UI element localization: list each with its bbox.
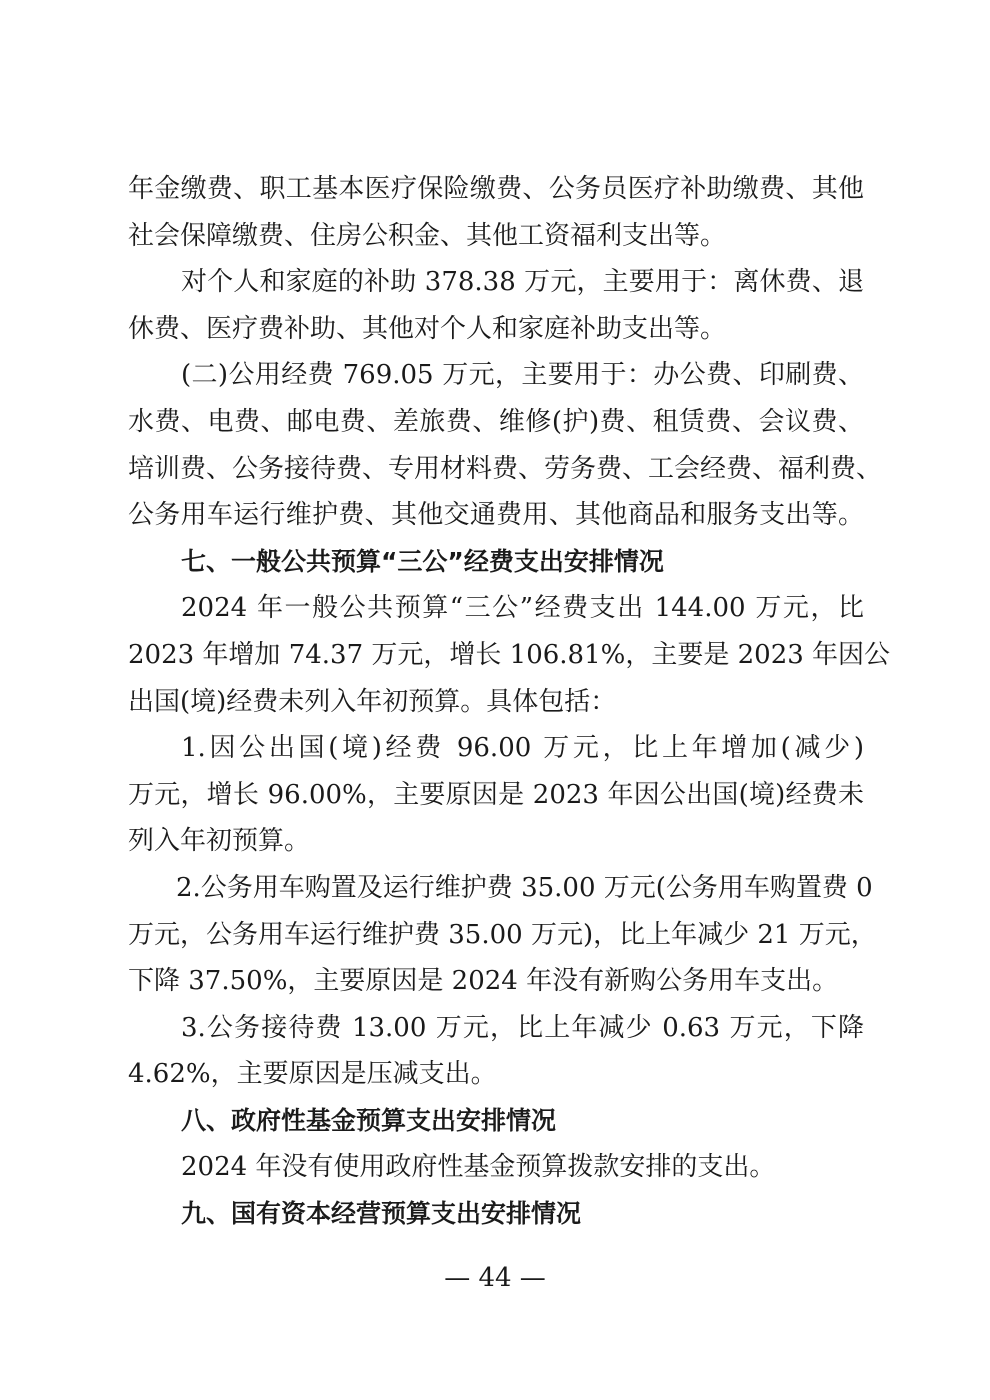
text-line: (二)公用经费 769.05 万元，主要用于：办公费、印刷费、 [181,360,864,391]
text-line: 下降 37.50%，主要原因是 2024 年没有新购公务用车支出。 [128,966,839,997]
text-line: 休费、医疗费补助、其他对个人和家庭补助支出等。 [128,313,727,344]
text-line: 出国(境)经费未列入年初预算。具体包括： [128,686,617,717]
text-line: 对个人和家庭的补助 378.38 万元，主要用于：离休费、退 [181,267,864,298]
text-line: 培训费、公务接待费、专用材料费、劳务费、工会经费、福利费、 [128,453,883,484]
text-line: 年金缴费、职工基本医疗保险缴费、公务员医疗补助缴费、其他 [128,174,864,204]
text-line: 2.公务用车购置及运行维护费 35.00 万元(公务用车购置费 0 [176,872,873,903]
text-line: 水费、电费、邮电费、差旅费、维修(护)费、租赁费、会议费、 [128,406,864,437]
text-line: 社会保障缴费、住房公积金、其他工资福利支出等。 [128,220,727,251]
text-line: 2024 年没有使用政府性基金预算拨款安排的支出。 [181,1152,776,1183]
section-heading: 八、政府性基金预算支出安排情况 [181,1105,557,1135]
text-line: 2024 年一般公共预算“三公”经费支出 144.00 万元，比 [181,593,864,624]
text-line: 万元，公务用车运行维护费 35.00 万元)，比上年减少 21 万元， [128,919,877,950]
text-line: 1.因公出国(境)经费 96.00 万元，比上年增加(减少) [181,733,864,764]
text-line: 列入年初预算。 [128,826,311,857]
text-line: 2023 年增加 74.37 万元，增长 106.81%，主要是 2023 年因公 [128,639,891,670]
text-line: 3.公务接待费 13.00 万元，比上年减少 0.63 万元，下降 [181,1012,864,1043]
section-heading: 九、国有资本经营预算支出安排情况 [181,1199,582,1229]
body-text [128,166,891,1238]
section-heading: 七、一般公共预算“三公”经费支出安排情况 [181,546,664,576]
text-line: 4.62%，主要原因是压减支出。 [128,1059,497,1090]
page-number: — 44 — [444,1263,546,1293]
text-line: 公务用车运行维护费、其他交通费用、其他商品和服务支出等。 [128,500,864,531]
text-line: 万元，增长 96.00%，主要原因是 2023 年因公出国(境)经费未 [128,779,864,810]
